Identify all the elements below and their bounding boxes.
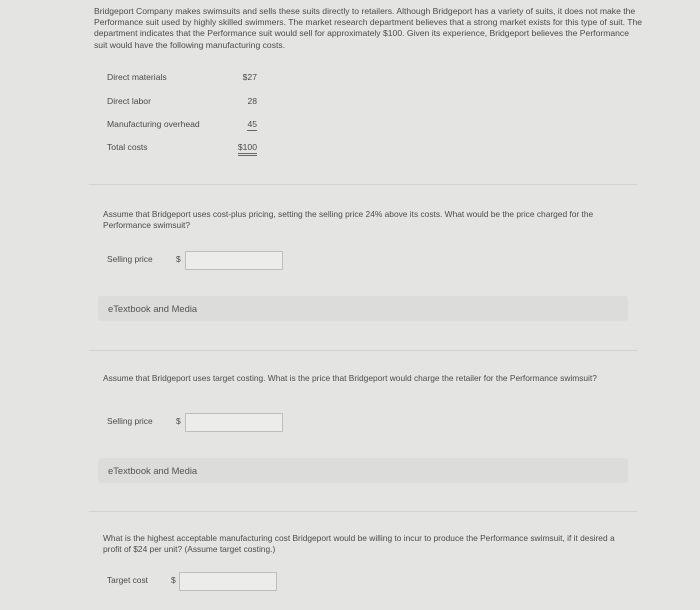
cost-amount: $27	[242, 72, 257, 82]
cost-label: Direct labor	[107, 96, 151, 106]
currency-symbol: $	[176, 254, 181, 264]
currency-symbol: $	[171, 575, 176, 585]
part3-question: What is the highest acceptable manufacturing cost Bridgeport would be willing to incur to produce the Performance swimsuit, if it desired a profit of $24 per unit? (Assume target costing.)	[103, 533, 615, 554]
section-divider	[89, 511, 637, 512]
cost-row-manufacturing-overhead	[107, 119, 257, 131]
cost-amount: 45	[247, 119, 257, 129]
cost-row-direct-materials	[107, 72, 257, 84]
etextbook-media-label: eTextbook and Media	[108, 465, 198, 476]
cost-row-total-costs	[107, 142, 257, 154]
etextbook-media-label: eTextbook and Media	[108, 303, 198, 314]
selling-price-label: Selling price	[107, 254, 153, 264]
cost-amount: $100	[238, 142, 257, 156]
cost-row-direct-labor	[107, 96, 257, 108]
part1-question: Assume that Bridgeport uses cost-plus pricing, setting the selling price 24% above its costs. What would be the price charged for the Performance swimsuit?	[103, 209, 594, 230]
cost-amount: 28	[247, 96, 257, 106]
part1-etextbook-media-bar[interactable]	[98, 296, 628, 321]
cost-label: Manufacturing overhead	[107, 119, 200, 129]
section-divider	[89, 350, 637, 351]
cost-label: Direct materials	[107, 72, 167, 82]
cost-label: Total costs	[107, 142, 148, 152]
section-divider	[89, 184, 637, 185]
part2-etextbook-media-bar[interactable]	[98, 458, 628, 483]
problem-intro-text: Bridgeport Company makes swimsuits and sells these suits directly to retailers. Although Bridgeport has a variety of suits, it does not make the Performance suit used by highly skilled swimmers. The market research department believes that a strong market exists for this type of suit. The department indicates that the Performance suit would sell for approximately $100. Given its experience, Bridgeport believes the Performance suit would have the following manufacturing costs.	[94, 6, 643, 50]
selling-price-label: Selling price	[107, 416, 153, 426]
part2-selling-price-input[interactable]	[185, 413, 283, 432]
currency-symbol: $	[176, 416, 181, 426]
target-cost-label: Target cost	[107, 575, 148, 585]
part1-selling-price-input[interactable]	[185, 251, 283, 270]
part2-question: Assume that Bridgeport uses target costing. What is the price that Bridgeport would charge the retailer for the Performance swimsuit?	[103, 373, 597, 383]
part3-target-cost-input[interactable]	[179, 572, 277, 591]
